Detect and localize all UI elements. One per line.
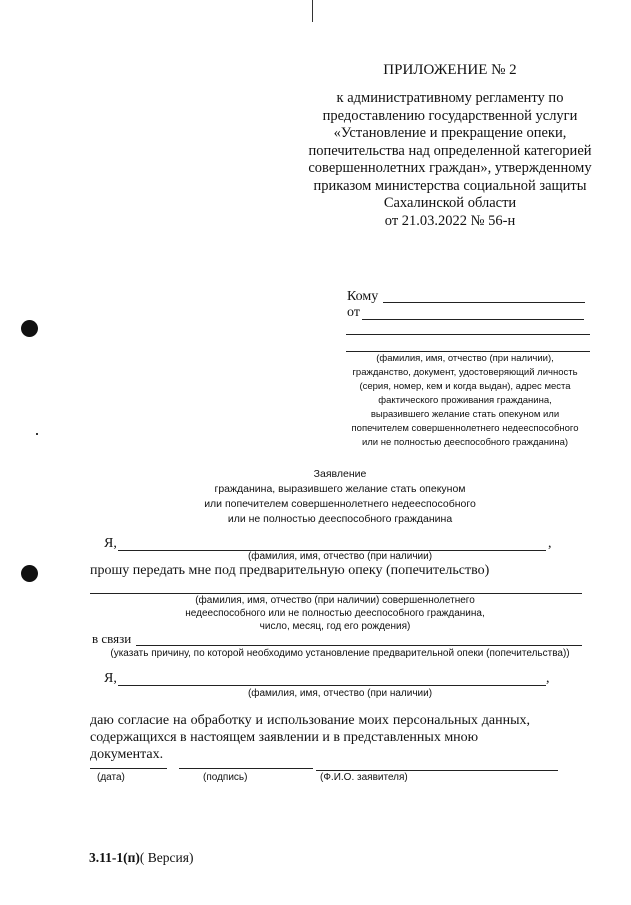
i-label: Я, xyxy=(104,536,117,551)
consent-line: даю согласие на обработку и использование моих персональных данных, xyxy=(90,713,530,728)
caption-line: попечителем совершеннолетнего недееспособного xyxy=(351,423,579,434)
caption-line: (фамилия, имя, отчество (при наличии) совершеннолетнего xyxy=(195,595,475,606)
binder-hole-bottom xyxy=(21,565,38,582)
statement-subtitle-line: или попечителем совершеннолетнего недееспособного xyxy=(204,498,476,510)
to-label: Кому xyxy=(347,289,379,304)
comma: , xyxy=(548,536,552,551)
comma: , xyxy=(546,671,550,686)
from-label: от xyxy=(347,305,360,320)
consent-name-field[interactable] xyxy=(118,685,546,686)
request-text: прошу передать мне под предварительную опеку (попечительство) xyxy=(90,563,490,578)
form-code: 3.11-1(п) xyxy=(89,850,140,865)
reason-field[interactable] xyxy=(136,645,582,646)
addressee-caption xyxy=(340,352,590,450)
caption-line: (фамилия, имя, отчество (при наличии), xyxy=(376,353,554,364)
scan-mark-top xyxy=(312,0,313,22)
appendix-title: ПРИЛОЖЕНИЕ № 2 xyxy=(383,62,517,78)
i-label: Я, xyxy=(104,671,117,686)
caption-line: (серия, номер, кем и когда выдан), адрес места xyxy=(359,381,571,392)
caption-line: выразившего желание стать опекуном или xyxy=(370,409,560,420)
document-code xyxy=(89,850,193,866)
fio-caption: (фамилия, имя, отчество (при наличии) xyxy=(247,551,433,562)
regulation-line: «Установление и прекращение опеки, xyxy=(333,125,567,141)
reason-caption: (указать причину, по которой необходимо установление предварительной опеки (попечительства)) xyxy=(110,648,570,659)
fio-caption: (фамилия, имя, отчество (при наличии) xyxy=(247,688,433,699)
reason-label: в связи xyxy=(92,631,132,646)
date-field[interactable] xyxy=(90,768,167,769)
consent-text xyxy=(90,712,530,763)
binder-hole-top xyxy=(21,320,38,337)
caption-line: гражданство, документ, удостоверяющий личность xyxy=(352,367,578,378)
caption-line: или не полностью дееспособного гражданина) xyxy=(361,437,569,448)
regulation-line: совершеннолетних граждан», утвержденному xyxy=(308,160,592,176)
regulation-line: предоставлению государственной услуги xyxy=(322,107,578,124)
scan-mark-dot xyxy=(36,433,38,435)
regulation-line: приказом министерства социальной защиты xyxy=(313,177,587,194)
form-version: ( Версия) xyxy=(139,850,194,865)
signature-field[interactable] xyxy=(179,768,313,769)
regulation-reference xyxy=(290,90,610,230)
caption-line: число, месяц, год его рождения) xyxy=(259,621,411,632)
from-field[interactable] xyxy=(362,319,584,320)
date-label: (дата) xyxy=(97,772,125,783)
regulation-line: Сахалинской области xyxy=(383,195,517,211)
statement-subtitle-line: или не полностью дееспособного гражданина xyxy=(227,513,453,525)
statement-title xyxy=(150,467,530,527)
ward-caption xyxy=(160,594,510,633)
caption-line: недееспособного или не полностью дееспособного гражданина, xyxy=(185,608,485,619)
statement-heading: Заявление xyxy=(313,468,367,480)
addressee-field-line[interactable] xyxy=(346,334,590,335)
caption-line: фактического проживания гражданина, xyxy=(378,395,552,406)
applicant-name-label: (Ф.И.О. заявителя) xyxy=(320,772,408,783)
consent-line: содержащихся в настоящем заявлении и в представленных мною документах. xyxy=(90,730,479,762)
signature-label: (подпись) xyxy=(203,772,248,783)
regulation-line: от 21.03.2022 № 56-н xyxy=(384,212,516,229)
statement-subtitle-line: гражданина, выразившего желание стать опекуном xyxy=(214,483,466,495)
to-field[interactable] xyxy=(383,302,585,303)
regulation-line: к административному регламенту по xyxy=(336,90,564,106)
regulation-line: попечительства над определенной категорией xyxy=(308,142,592,159)
